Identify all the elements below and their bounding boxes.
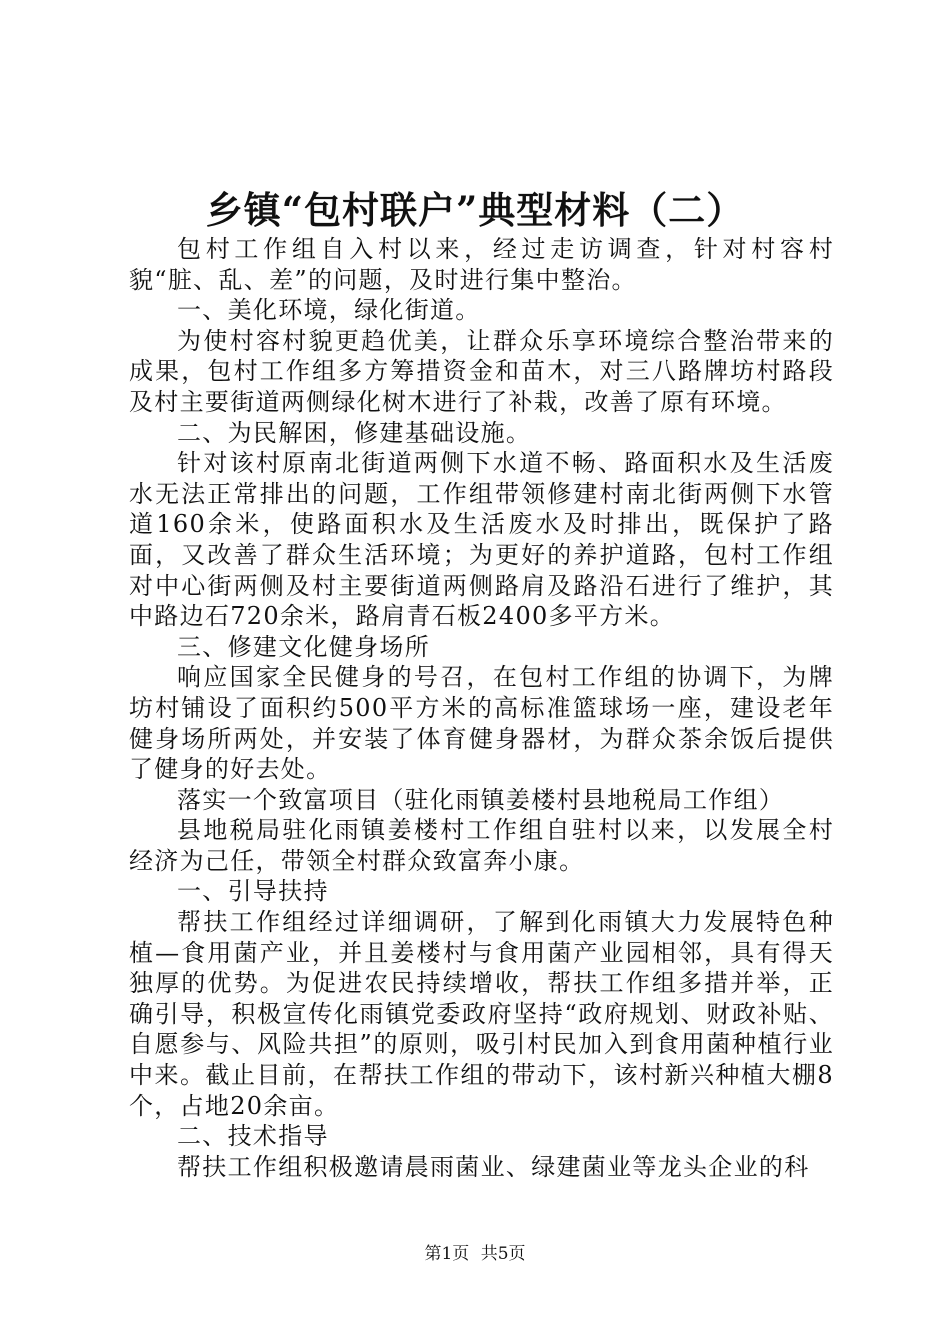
paragraph: 响应国家全民健身的号召，在包村工作组的协调下，为牌坊村铺设了面积约500平方米的高标准篮球场一座，建设老年健身场所两处，并安装了体育健身器材，为群众茶余饭后提供了健身的好去处。 <box>129 663 834 784</box>
paragraph: 帮扶工作组经过详细调研，了解到化雨镇大力发展特色种植—食用菌产业，并且姜楼村与食用菌产业园相邻，具有得天独厚的优势。为促进农民持续增收，帮扶工作组多措并举，正确引导，积极宣传化雨镇党委政府坚持“政府规划、财政补贴、自愿参与、风险共担”的原则，吸引村民加入到食用菌种植行业中来。截止目前，在帮扶工作组的带动下，该村新兴种植大棚8个，占地20余亩。 <box>129 908 834 1120</box>
section-heading: 二、技术指导 <box>177 1122 329 1151</box>
document-body <box>129 234 834 1182</box>
document-title: 乡镇“包村联户”典型材料（二） <box>205 188 745 232</box>
section-heading: 一、引导扶持 <box>177 877 329 906</box>
section-heading: 一、美化环境，绿化街道。 <box>177 296 481 325</box>
section-heading: 三、修建文化健身场所 <box>177 632 430 661</box>
paragraph: 帮扶工作组积极邀请晨雨菌业、绿建菌业等龙头企业的科 <box>177 1152 810 1181</box>
paragraph: 为使村容村貌更趋优美，让群众乐享环境综合整治带来的成果，包村工作组多方筹措资金和苗木，对三八路牌坊村路段及村主要街道两侧绿化树木进行了补栽，改善了原有环境。 <box>129 326 834 416</box>
paragraph: 包村工作组自入村以来，经过走访调查，针对村容村貌“脏、乱、差”的问题，及时进行集中整治。 <box>129 235 834 294</box>
page-footer <box>0 1243 950 1265</box>
paragraph: 县地税局驻化雨镇姜楼村工作组自驻村以来，以发展全村经济为己任，带领全村群众致富奔小康。 <box>129 816 834 875</box>
section-heading: 二、为民解困，修建基础设施。 <box>177 418 532 447</box>
page-number: 第1页 <box>424 1244 470 1264</box>
subtitle: 落实一个致富项目（驻化雨镇姜楼村县地税局工作组） <box>177 785 785 814</box>
page-total: 共5页 <box>480 1244 526 1264</box>
paragraph: 针对该村原南北街道两侧下水道不畅、路面积水及生活废水无法正常排出的问题，工作组带领修建村南北街两侧下水管道160余米，使路面积水及生活废水及时排出，既保护了路面，又改善了群众生活环境；为更好的养护道路，包村工作组对中心街两侧及村主要街道两侧路肩及路沿石进行了维护，其中路边石720余米，路肩青石板2400多平方米。 <box>129 449 834 631</box>
